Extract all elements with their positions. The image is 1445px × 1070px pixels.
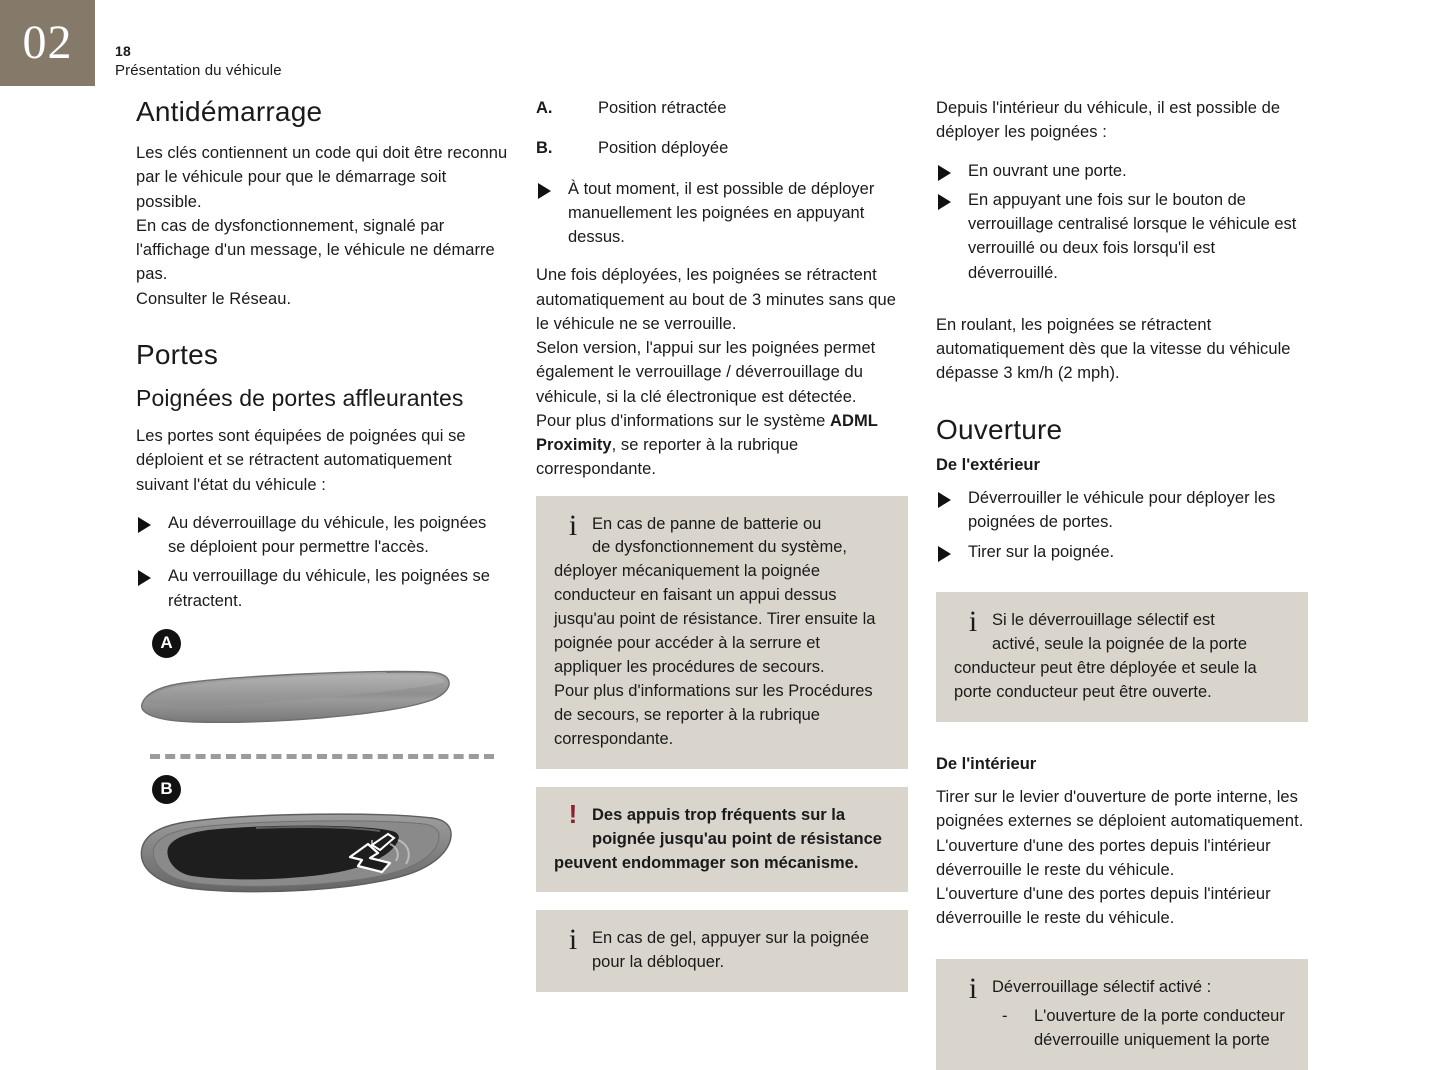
list-item	[936, 486, 1308, 535]
paragraph-adml-1: Selon version, l'appui sur les poignées permet également le verrouillage / déverrouillage du véhicule, si la clé électronique est détectée.	[536, 336, 908, 409]
paragraph-auto-retract: Une fois déployées, les poignées se rétractent automatiquement au bout de 3 minutes sans que le véhicule ne se verrouille.	[536, 263, 908, 336]
callout-line-1: En cas de gel, appuyer sur la poignée	[592, 927, 890, 951]
figure-b-badge: B	[152, 775, 181, 804]
chapter-number: 02	[23, 19, 73, 67]
triangle-bullet-icon	[938, 492, 951, 508]
heading-antidemarrage: Antidémarrage	[136, 96, 508, 128]
callout-info-battery-failure	[536, 496, 908, 769]
column-2	[536, 96, 908, 1010]
subheading-de-l-interieur: De l'intérieur	[936, 754, 1308, 775]
paragraph-adml-2	[536, 409, 908, 482]
legend-text-a: Position rétractée	[598, 96, 726, 120]
callout-line-2: poignée jusqu'au point de résistance	[592, 828, 890, 852]
legend-item-a	[536, 96, 908, 120]
paragraph-antidemarrage-1: Les clés contiennent un code qui doit être reconnu par le véhicule pour que le démarrage soit possible.	[136, 141, 508, 214]
paragraph-poignees-intro: Les portes sont équipées de poignées qui se déploient et se rétractent automatiquement suivant l'état du véhicule :	[136, 424, 508, 497]
callout-line-1: En cas de panne de batterie ou	[592, 513, 890, 537]
column-3	[936, 96, 1308, 1070]
callout-warning-frequent-press	[536, 787, 908, 893]
figure-a-badge: A	[152, 629, 181, 658]
adml-lead-text: Pour plus d'informations sur le système	[536, 412, 830, 430]
callout-text	[592, 513, 890, 561]
callout-body-1: déployer mécaniquement la poignée conducteur en faisant un appui dessus jusqu'au point de résistance. Tirer ensuite la poignée pour accéder à la serrure et appliquer les procédures de secours.	[554, 560, 890, 680]
page-columns	[0, 96, 1445, 1018]
list-item-label: En ouvrant une porte.	[968, 162, 1127, 180]
callout-title: Déverrouillage sélectif activé :	[992, 976, 1290, 1000]
list-item-label: À tout moment, il est possible de déployer manuellement les poignées en appuyant dessus.	[568, 180, 874, 247]
door-handle-retracted-illustration	[136, 664, 456, 734]
list-item	[936, 159, 1308, 183]
page-header	[115, 42, 282, 81]
list-item-label: Au déverrouillage du véhicule, les poignées se déploient pour permettre l'accès.	[168, 514, 486, 556]
triangle-bullet-icon	[138, 517, 151, 533]
list-item-label: Déverrouiller le véhicule pour déployer les poignées de portes.	[968, 489, 1275, 531]
callout-line-1: Si le déverrouillage sélectif est	[992, 609, 1290, 633]
list-item-label: En appuyant une fois sur le bouton de verrouillage centralisé lorsque le véhicule est verrouillé ou deux fois lorsqu'il est déverrouillé.	[968, 191, 1296, 282]
callout-line-2: de dysfonctionnement du système,	[592, 536, 890, 560]
callout-text	[592, 804, 890, 852]
bullet-list-poignees	[136, 511, 508, 613]
info-icon: i	[554, 924, 592, 956]
callout-text	[592, 927, 890, 975]
info-icon: i	[954, 606, 992, 638]
column-1	[136, 96, 508, 900]
door-handle-deployed-illustration	[136, 810, 456, 900]
triangle-bullet-icon	[538, 183, 551, 199]
warning-icon: !	[554, 801, 592, 828]
spacer	[936, 400, 1308, 414]
spacer	[136, 325, 508, 339]
bullet-list-manual-deploy	[536, 177, 908, 250]
list-item-label: Tirer sur la poignée.	[968, 543, 1114, 561]
list-item	[936, 188, 1308, 285]
header-subtitle: Présentation du véhicule	[115, 61, 282, 81]
callout-info-selective-unlock	[936, 592, 1308, 722]
legend-item-b	[536, 136, 908, 160]
paragraph-interior-lever: Tirer sur le levier d'ouverture de porte interne, les poignées externes se déploient automatiquement. L'ouverture d'une des portes depuis l'intérieur déverrouille le reste du véhicule.	[936, 785, 1308, 882]
callout-line-1: Des appuis trop fréquents sur la	[592, 804, 890, 828]
heading-ouverture: Ouverture	[936, 414, 1308, 446]
callout-text	[992, 609, 1290, 657]
spacer	[936, 945, 1308, 959]
subheading-poignees-affleurantes: Poignées de portes affleurantes	[136, 384, 508, 412]
callout-info-selective-unlock-active	[936, 959, 1308, 1070]
info-icon: i	[554, 510, 592, 542]
list-item-label: Au verrouillage du véhicule, les poignées se rétractent.	[168, 567, 490, 609]
bullet-list-exterieur	[936, 486, 1308, 564]
list-item-label: L'ouverture de la porte conducteur déverrouille uniquement la porte	[1034, 1007, 1285, 1049]
dash-bullet-icon: -	[1002, 1005, 1008, 1029]
paragraph-antidemarrage-3: Consulter le Réseau.	[136, 287, 508, 311]
figure-divider	[150, 754, 494, 759]
paragraph-driving-retract: En roulant, les poignées se rétractent automatiquement dès que la vitesse du véhicule dépasse 3 km/h (2 mph).	[936, 313, 1308, 386]
adml-proximity-bold: ADML Proximity	[536, 412, 878, 454]
callout-body-1: conducteur peut être déployée et seule la porte conducteur peut être ouverte.	[954, 657, 1290, 705]
list-item	[936, 540, 1308, 564]
legend-key-b: B.	[536, 136, 598, 160]
triangle-bullet-icon	[138, 570, 151, 586]
triangle-bullet-icon	[938, 194, 951, 210]
list-item	[992, 1005, 1290, 1053]
paragraph-interior-deploy: Depuis l'intérieur du véhicule, il est possible de déployer les poignées :	[936, 96, 1308, 145]
legend-text-b: Position déployée	[598, 136, 728, 160]
callout-text	[992, 976, 1290, 1054]
triangle-bullet-icon	[938, 165, 951, 181]
legend-key-a: A.	[536, 96, 598, 120]
spacer	[936, 578, 1308, 592]
callout-dash-list	[992, 1005, 1290, 1053]
figure-b	[136, 775, 508, 900]
list-item	[136, 511, 508, 560]
list-item	[536, 177, 908, 250]
heading-portes: Portes	[136, 339, 508, 371]
figure-a	[136, 629, 508, 734]
spacer	[936, 740, 1308, 754]
callout-info-frost	[536, 910, 908, 992]
page-number: 18	[115, 42, 282, 61]
subheading-de-l-exterieur: De l'extérieur	[936, 455, 1308, 476]
bullet-list-interior-deploy	[936, 159, 1308, 285]
paragraph-interior-unlock: L'ouverture d'une des portes depuis l'intérieur déverrouille le reste du véhicule.	[936, 882, 1308, 931]
paragraph-antidemarrage-2: En cas de dysfonctionnement, signalé par l'affichage d'un message, le véhicule ne démarre pas.	[136, 214, 508, 287]
info-icon: i	[954, 973, 992, 1005]
triangle-bullet-icon	[938, 546, 951, 562]
callout-body-2: Pour plus d'informations sur les Procédures de secours, se reporter à la rubrique correspondante.	[554, 680, 890, 752]
callout-line-2: activé, seule la poignée de la porte	[992, 633, 1290, 657]
callout-body-1: peuvent endommager son mécanisme.	[554, 852, 890, 876]
adml-trail-text: , se reporter à la rubrique correspondante.	[536, 436, 798, 478]
spacer	[936, 299, 1308, 313]
list-item	[136, 564, 508, 613]
callout-line-2: pour la débloquer.	[592, 951, 890, 975]
chapter-number-badge	[0, 0, 95, 86]
